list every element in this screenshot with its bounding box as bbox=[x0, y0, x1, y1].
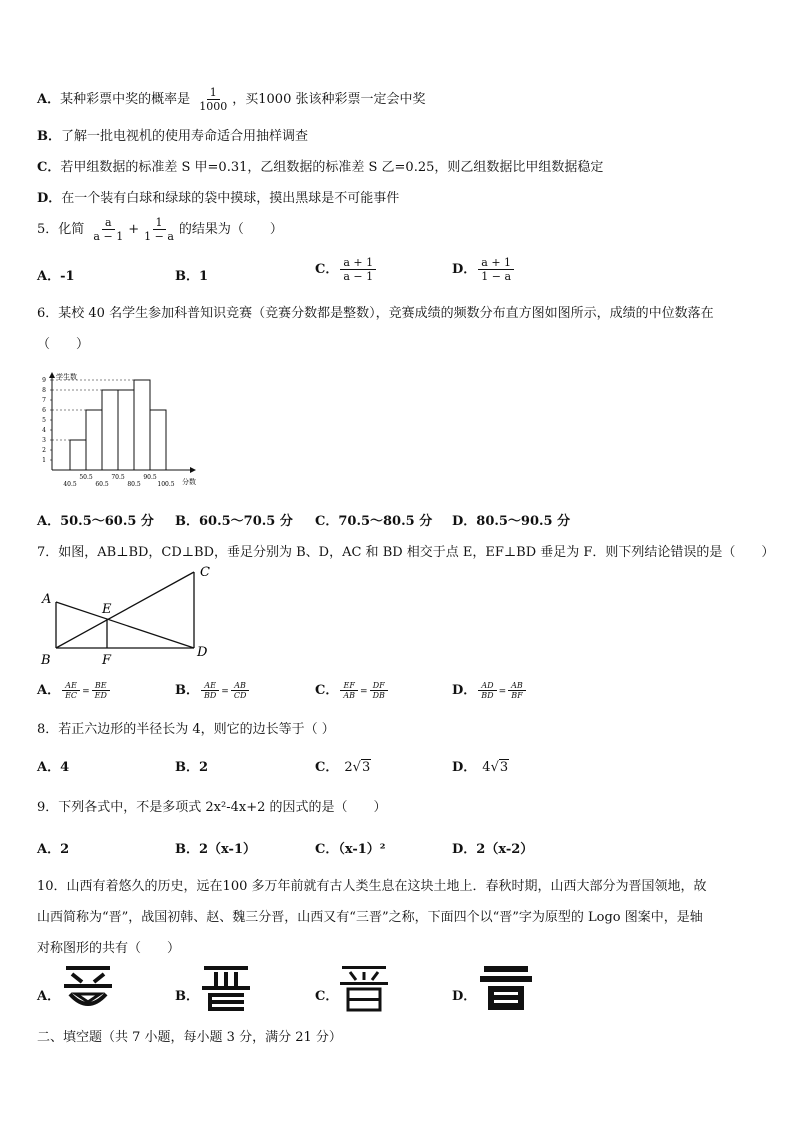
q9-option-a: A．2 bbox=[37, 842, 70, 857]
section-2-heading: 二、填空题（共 7 小题，每小题 3 分，满分 21 分） bbox=[37, 1030, 342, 1045]
point-label-b: B bbox=[41, 653, 51, 668]
x-tick-label: 70.5 bbox=[111, 474, 125, 481]
q9-option-c: C．（x-1）² bbox=[315, 842, 386, 857]
segment-ad bbox=[56, 602, 194, 648]
q7-option-a: A． $\frac{AE}{EC}$ = $\frac{BE}{ED}$ bbox=[37, 679, 112, 700]
q9-stem: 9．下列各式中，不是多项式 2x²-4x+2 的因式的是（ ） bbox=[37, 800, 387, 815]
jin-logo-b-icon bbox=[200, 964, 252, 1016]
y-tick-label: 6 bbox=[42, 407, 46, 414]
histogram-chart bbox=[36, 368, 206, 492]
q5-option-b: B．1 bbox=[175, 269, 209, 284]
q8-option-a: A．4 bbox=[37, 760, 70, 775]
y-tick-label: 5 bbox=[42, 417, 46, 424]
x-axis-arrow bbox=[190, 467, 196, 473]
q8-option-c: C． 2√3 bbox=[315, 760, 371, 775]
q7-option-c: C． $\frac{EF}{AB}$ = $\frac{DF}{DB}$ bbox=[315, 679, 390, 700]
jin-logo-a-icon bbox=[62, 964, 114, 1014]
y-tick-label: 3 bbox=[42, 437, 46, 444]
x-tick-label: 50.5 bbox=[79, 474, 93, 481]
q10-stem-line1: 10．山西有着悠久的历史，远在100 多万年前就有古人类生息在这块土地上．春秋时期，山西大部分为晋国领地，故 bbox=[37, 879, 707, 894]
q6-option-d: D．80.5～90.5 分 bbox=[452, 514, 571, 529]
q6-option-b: B．60.5～70.5 分 bbox=[175, 514, 293, 529]
q8-option-b: B．2 bbox=[175, 760, 209, 775]
jin-logo-c-icon bbox=[338, 964, 390, 1014]
q4-option-b: B．了解一批电视机的使用寿命适合用抽样调查 bbox=[37, 129, 309, 144]
histogram-bar bbox=[118, 390, 134, 470]
q7-option-b: B． $\frac{AE}{BD}$ = $\frac{AB}{CD}$ bbox=[175, 679, 251, 700]
q4-option-a: A．某种彩票中奖的概率是 $\frac{1}{1000}$ ，买1000 张该种彩票一定会中奖 bbox=[37, 86, 426, 113]
segment-bc bbox=[56, 572, 194, 648]
q4-option-c: C．若甲组数据的标准差 S 甲=0.31，乙组数据的标准差 S 乙=0.25，则乙组数据比甲组数据稳定 bbox=[37, 160, 604, 175]
q10-option-d-label: D． bbox=[452, 989, 477, 1004]
point-label-f: F bbox=[102, 653, 112, 668]
histogram-bar bbox=[70, 440, 86, 470]
y-tick-label: 9 bbox=[42, 377, 46, 384]
histogram-bar bbox=[150, 410, 166, 470]
q10-option-c-label: C． bbox=[315, 989, 339, 1004]
q10-option-b-label: B． bbox=[175, 989, 199, 1004]
q4-option-d: D．在一个装有白球和绿球的袋中摸球，摸出黑球是不可能事件 bbox=[37, 191, 400, 206]
q9-option-d: D．2（x-2） bbox=[452, 842, 534, 857]
y-axis-arrow bbox=[49, 372, 55, 378]
x-tick-label: 60.5 bbox=[95, 481, 109, 488]
y-tick-label: 1 bbox=[42, 457, 46, 464]
y-tick-label: 4 bbox=[42, 427, 46, 434]
q5-option-c: C． $\frac{a + 1}{a - 1}$ bbox=[315, 256, 378, 283]
q7-option-d: D． $\frac{AD}{BD}$ = $\frac{AB}{BF}$ bbox=[452, 679, 528, 700]
q6-option-c: C．70.5～80.5 分 bbox=[315, 514, 433, 529]
y-tick-label: 8 bbox=[42, 387, 46, 394]
q10-stem-line2: 山西简称为“晋”，战国初韩、赵、魏三分晋，山西又有“三晋”之称，下面四个以“晋”字为原型的 Logo 图案中，是轴 bbox=[37, 910, 703, 925]
y-tick-label: 2 bbox=[42, 447, 46, 454]
x-tick-label: 80.5 bbox=[127, 481, 141, 488]
q6-stem-line1: 6．某校 40 名学生参加科普知识竞赛（竞赛分数都是整数），竞赛成绩的频数分布直方图如图所示，成绩的中位数落在 bbox=[37, 306, 714, 321]
jin-logo-d-icon bbox=[478, 964, 534, 1014]
q5-stem: 5．化简 $\frac{a}{a - 1}$ + $\frac{1}{1 - a}$ 的结果为（ ） bbox=[37, 216, 283, 243]
q7-stem: 7．如图，AB⊥BD，CD⊥BD，垂足分别为 B、D，AC 和 BD 相交于点 E，EF⊥BD 垂足为 F．则下列结论错误的是（ ） bbox=[37, 545, 775, 560]
x-tick-label: 90.5 bbox=[143, 474, 157, 481]
q5-option-d: D． $\frac{a + 1}{1 - a}$ bbox=[452, 256, 516, 283]
q9-option-b: B．2（x-1） bbox=[175, 842, 256, 857]
q6-option-a: A．50.5～60.5 分 bbox=[37, 514, 154, 529]
x-tick-label: 100.5 bbox=[157, 481, 175, 488]
q8-option-d: D． 4√3 bbox=[452, 760, 509, 775]
point-label-e: E bbox=[102, 602, 112, 617]
histogram-bar bbox=[86, 410, 102, 470]
point-label-c: C bbox=[200, 565, 210, 580]
q8-stem: 8．若正六边形的半径长为 4，则它的边长等于（ ） bbox=[37, 722, 335, 737]
histogram-bar bbox=[134, 380, 150, 470]
x-tick-label: 40.5 bbox=[63, 481, 77, 488]
q7-geometry-figure bbox=[36, 562, 216, 672]
q10-option-a-label: A． bbox=[37, 989, 61, 1004]
y-axis-label: 学生数 bbox=[56, 373, 77, 381]
q5-option-a: A．-1 bbox=[37, 269, 75, 284]
y-tick-label: 7 bbox=[42, 397, 46, 404]
q10-stem-line3: 对称图形的共有（ ） bbox=[37, 941, 181, 956]
histogram-bar bbox=[102, 390, 118, 470]
point-label-a: A bbox=[42, 592, 52, 607]
q6-stem-line2: （ ） bbox=[37, 337, 90, 352]
point-label-d: D bbox=[197, 645, 208, 660]
x-axis-label: 分数 bbox=[182, 478, 196, 486]
